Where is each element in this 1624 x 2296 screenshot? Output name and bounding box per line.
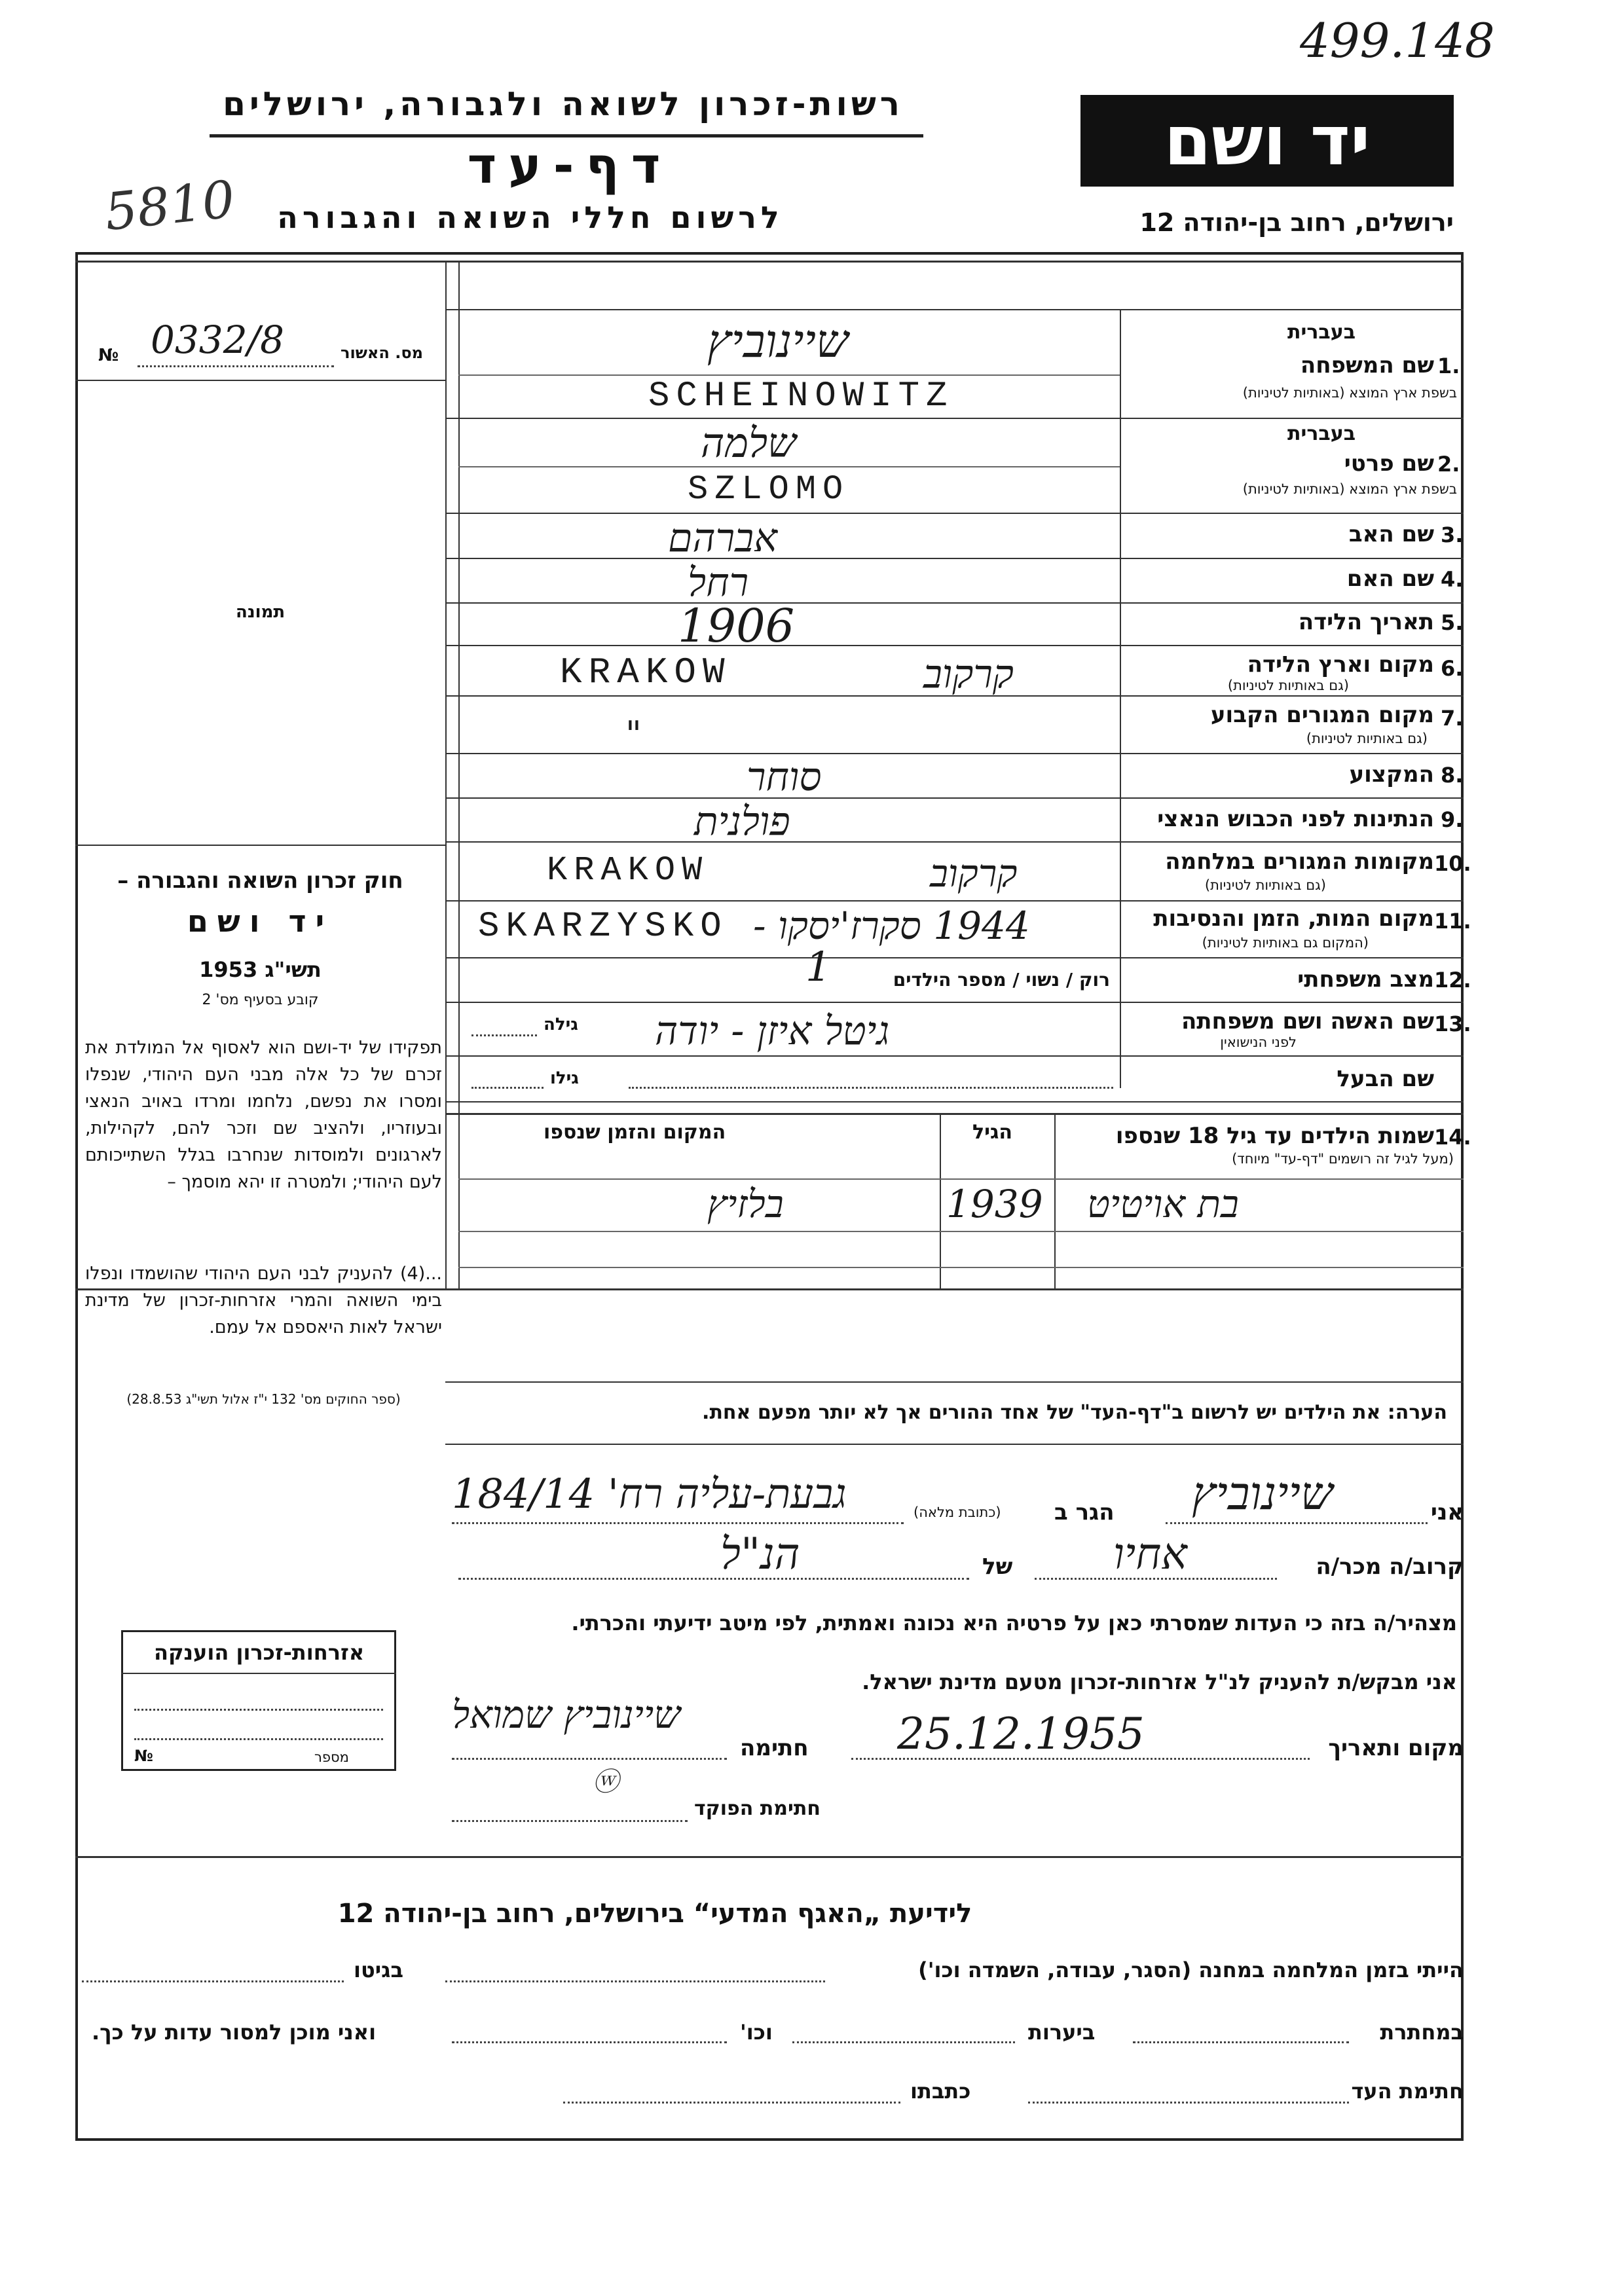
- field-13-label: שם האשה ושם משפחתה: [1181, 1008, 1434, 1034]
- children-number: 14.: [1434, 1125, 1471, 1150]
- law-paragraph-2: ...(4) להעניק לבני העם היהודי שהושמדו ונפלו בימי השואה והמרי אזרחות-זכרון של מדינת ישראל לאות היאספם אל עמם.: [85, 1264, 442, 1338]
- row-line-2: [445, 513, 1464, 514]
- remark-bottom-line: [445, 1444, 1464, 1445]
- header-address: ירושלים, רחוב בן-יהודה 12: [1139, 208, 1454, 237]
- field-1-label: שם המשפחה: [1300, 352, 1434, 378]
- field-2-latin: SZLOMO: [688, 470, 850, 509]
- field-7-note: (גם באותיות לטיניות): [1306, 731, 1428, 746]
- field-1-side: בעברית: [1287, 321, 1356, 344]
- field-10-latin: KRAKOW: [547, 851, 709, 890]
- footer-forests-label: ביערות: [1028, 2020, 1096, 2045]
- row-line-5: [445, 645, 1464, 646]
- footer-underground-dots: [1133, 2041, 1349, 2043]
- field-6-note: (גם באותיות לטיניות): [1227, 678, 1349, 693]
- decl-of-label: של: [982, 1554, 1013, 1580]
- decl-place-date-value: 25.12.1955: [897, 1709, 1145, 1759]
- decl-signature-value: שיינוביץ שמואל: [452, 1692, 681, 1737]
- decl-officer-dots: [452, 1820, 688, 1822]
- left-col-line-2: [458, 261, 460, 1288]
- decl-i-dots: [1166, 1522, 1428, 1524]
- row-line-0: [445, 309, 1464, 310]
- field-6-latin: KRAKOW: [560, 651, 731, 693]
- row-line-13: [445, 1055, 1464, 1057]
- citizenship-dots-2: [134, 1738, 383, 1740]
- margin-number: 5810: [101, 170, 238, 243]
- approval-number-dots: [138, 365, 334, 367]
- law-source: (ספר החוקים מס' 132 י"ז אלול תשי"ג 28.8.53): [126, 1391, 401, 1407]
- children-col-1: [940, 1113, 941, 1290]
- child-place: בלזיץ: [707, 1182, 784, 1226]
- field-4-label: שם האם: [1346, 566, 1434, 592]
- field-7-number: 7.: [1441, 706, 1464, 731]
- decl-signature-label: חתימה: [740, 1735, 809, 1761]
- row-line-8: [445, 797, 1464, 799]
- field-12-number: 12.: [1434, 968, 1471, 993]
- child-name: בת אויטיט: [1087, 1182, 1239, 1226]
- decl-resides-label: הגר ב: [1054, 1499, 1115, 1525]
- logo-text: יד ושם: [1164, 101, 1371, 181]
- field-11-latin: SKARZYSKO: [478, 907, 728, 947]
- approval-number-value: 0332/8: [151, 318, 285, 362]
- field-9-value: פולנית: [694, 799, 790, 845]
- husband-name-dots: [629, 1087, 1113, 1089]
- field-2-label: שם פרטי: [1344, 450, 1434, 477]
- footer-etc-dots: [452, 2041, 727, 2043]
- remark-text: הערה: את הילדים יש לרשום ב"דף-העד" של אחד ההורים אך לא יותר מפעם אחת.: [702, 1401, 1447, 1424]
- citizenship-number-label: מספר: [314, 1749, 349, 1765]
- law-title: חוק זכרון השואה והגבורה –: [117, 867, 403, 894]
- children-header-line: [458, 1178, 1464, 1180]
- row-line-1: [445, 418, 1464, 419]
- decl-i-label: אני: [1430, 1499, 1464, 1525]
- row-line-7: [445, 753, 1464, 754]
- remark-top-line: [445, 1381, 1464, 1383]
- row1-sub-line: [458, 374, 1120, 376]
- law-clause: קובע בסעיף מס' 2: [202, 992, 319, 1008]
- children-label: שמות הילדים עד גיל 18 שנספו: [1115, 1123, 1434, 1149]
- decl-address-note: (כתובת מלאה): [913, 1504, 1001, 1520]
- row-line-9: [445, 841, 1464, 843]
- field-10-note: (גם באותיות לטיניות): [1204, 877, 1326, 893]
- husband-label: שם הבעל: [1337, 1066, 1434, 1092]
- field-10-value: קרקוב: [930, 851, 1018, 896]
- field-6-value: קרקוב: [923, 651, 1014, 697]
- decl-relative-value: אחיו: [1113, 1529, 1187, 1579]
- yad-vashem-logo: [1080, 95, 1454, 187]
- footer-title: לידיעת „האגף המדעי“ בירושלים, רחוב בן-יהודה 12: [337, 1899, 972, 1929]
- field-9-number: 9.: [1441, 807, 1464, 832]
- field-8-number: 8.: [1441, 763, 1464, 788]
- law-name: יד ושם: [187, 903, 334, 939]
- field-1-number: 1.: [1437, 354, 1460, 378]
- footer-etc-label: וכו': [740, 2020, 773, 2045]
- field-11-number: 11.: [1434, 909, 1471, 934]
- field-13-age-dots: [471, 1034, 537, 1036]
- photo-label: תמונה: [236, 602, 286, 622]
- form-subtitle: לרשום חללי השואה והגבורה: [277, 200, 784, 235]
- citizenship-no-sign: №: [134, 1747, 153, 1765]
- row-line-11: [445, 957, 1464, 958]
- field-10-label: מקומות המגורים במלחמה: [1165, 848, 1434, 875]
- left-col-line: [445, 261, 447, 1288]
- form-title: דף-עד: [467, 136, 673, 194]
- field-2-number: 2.: [1437, 452, 1460, 477]
- field-13-note: לפני הנישואין: [1220, 1034, 1297, 1050]
- field-3-number: 3.: [1441, 522, 1464, 547]
- decl-signature-mark: ⓦ: [593, 1767, 619, 1797]
- field-2-side: בעברית: [1287, 422, 1356, 445]
- field-5-label: תאריך הלידה: [1298, 609, 1434, 635]
- field-13-number: 13.: [1434, 1011, 1471, 1036]
- field-8-value: סוחר: [747, 754, 822, 800]
- children-note: (מעל לגיל זה רושמים "דף-עד" מיוחד): [1232, 1151, 1454, 1167]
- citizenship-dots-1: [134, 1709, 383, 1711]
- row-line-14: [445, 1101, 1464, 1102]
- approval-row-line: [75, 380, 445, 381]
- field-11-value: 1944 סקרז'יסקו -: [753, 903, 1030, 948]
- husband-age-dots: [471, 1087, 544, 1089]
- field-6-label: מקום וארץ הלידה: [1247, 651, 1434, 678]
- decl-place-date-label: מקום ותאריך: [1328, 1735, 1464, 1761]
- decl-address-value: גבעת-עליה רח' 184/14: [452, 1470, 847, 1518]
- decl-declare-text: מצהיר/ה בזה כי העדות שמסרתי כאן על פרטיה היא נכונה ואמתית, לפי מיטב ידיעתי והכרתי.: [571, 1611, 1457, 1635]
- footer-underground-label: במחתרת: [1380, 2020, 1464, 2045]
- field-7-label: מקום המגורים הקבוע: [1210, 702, 1434, 728]
- row-line-10: [445, 900, 1464, 902]
- approval-no-sign: №: [98, 346, 119, 365]
- law-paragraph-1: תפקידו של יד-ושם הוא לאסוף אל המולדת את זכרם של כל אלה מבני העם היהודי, שנפלו ומסרו את נפשם, נלחמו ומרדו באויב הנאצי ובעוזריו, ולהציב שם וזכר להם, לקהילות, לארגונים ולמוסדות שנחרבו בגלל השתייכותם לעם היהודי; ולמטרה זו יהא מוסמך –: [85, 1038, 442, 1192]
- field-4-value: רחל: [688, 560, 749, 606]
- children-row-line-1: [458, 1231, 1464, 1232]
- field-4-number: 4.: [1441, 567, 1464, 592]
- footer-camp-dots: [445, 1980, 825, 1982]
- field-1-latin: SCHEINOWITZ: [648, 376, 954, 416]
- children-place-header: המקום והזמן שנספו: [544, 1121, 726, 1144]
- decl-signature-dots: [452, 1758, 727, 1760]
- field-6-number: 6.: [1441, 656, 1464, 681]
- citizenship-title-line: [121, 1673, 396, 1674]
- field-1-hebrew: שיינוביץ: [707, 314, 849, 368]
- children-col-2: [1054, 1113, 1056, 1290]
- photo-box-bottom: [75, 845, 445, 846]
- decl-i-value: שיינוביץ: [1192, 1467, 1333, 1520]
- field-12-label: מצב משפחתי: [1297, 966, 1434, 993]
- children-row-line-2: [458, 1267, 1464, 1268]
- authority-name: רשות-זכרון לשואה ולגבורה, ירושלים: [223, 85, 904, 123]
- field-8-label: המקצוע: [1349, 761, 1434, 788]
- child-age: 1939: [946, 1182, 1043, 1226]
- field-13-value: גיטל איזן - יודה: [655, 1008, 890, 1054]
- citizenship-title: אזרחות-זכרון הוענקה: [154, 1640, 365, 1665]
- footer-forests-dots: [792, 2041, 1015, 2043]
- footer-address-dots: [563, 2102, 900, 2104]
- field-11-label: מקום המות, הזמן והנסיבות: [1153, 905, 1434, 932]
- footer-camp-label: הייתי בזמן המלחמה במחנה (הסגר, עבודה, השמדה וכו'): [918, 1958, 1464, 1982]
- children-age-header: הגיל: [972, 1121, 1012, 1144]
- field-2-note: בשפת ארץ המוצא (באותיות לטיניות): [1242, 481, 1457, 497]
- decl-relative-label: קרוב/ה מכר/ה: [1316, 1554, 1464, 1580]
- field-2-hebrew: שלמה: [701, 419, 796, 467]
- field-5-value: 1906: [678, 599, 795, 653]
- row-line-3: [445, 558, 1464, 559]
- decl-request-text: אני מבקש/ת להעניק לנ"ל אזרחות-זכרון מטעם מדינת ישראל.: [862, 1669, 1457, 1694]
- field-3-label: שם האב: [1348, 521, 1434, 547]
- field-12-options: רוק / נשוי / מספר הילדים: [893, 969, 1110, 991]
- field-5-number: 5.: [1441, 610, 1464, 635]
- field-10-number: 10.: [1434, 851, 1471, 876]
- field-13-age-label: גילה: [544, 1015, 578, 1034]
- row-line-4: [445, 602, 1464, 604]
- field-1-note: בשפת ארץ המוצא (באותיות לטיניות): [1242, 385, 1457, 401]
- footer-witness-sign-label: חתימת העד: [1351, 2079, 1464, 2104]
- field-12-value: 1: [805, 943, 832, 991]
- footer-willing-text: ואני מוכן למסור עדות על כך.: [92, 2020, 377, 2045]
- decl-of-value: הנ"ל: [720, 1529, 800, 1579]
- children-bottom-line: [75, 1288, 1464, 1290]
- decl-of-dots: [458, 1578, 969, 1580]
- footer-ghetto-dots: [82, 1980, 344, 1982]
- field-7-value: ": [625, 714, 642, 755]
- row-line-12: [445, 1002, 1464, 1003]
- approval-number-label: מס. האשור: [341, 344, 423, 362]
- law-year: תשי"ג 1953: [199, 957, 322, 982]
- label-col-line: [1120, 309, 1121, 1088]
- footer-witness-sign-dots: [1028, 2102, 1349, 2104]
- field-3-value: אברהם: [668, 515, 777, 561]
- footer-top-line: [75, 1856, 1464, 1858]
- decl-address-dots: [452, 1522, 904, 1524]
- footer-ghetto-label: בגיטו: [354, 1958, 403, 1982]
- decl-officer-label: חתימת הפוקד: [694, 1797, 821, 1820]
- field-9-label: הנתינות לפני הכבוש הנאצי: [1157, 806, 1434, 832]
- husband-age-label: גילו: [550, 1068, 579, 1088]
- children-top-line: [445, 1113, 1464, 1115]
- field-11-note: (המקום גם באותיות לטיניות): [1202, 935, 1369, 951]
- archive-stamp: 499.148: [1300, 13, 1495, 68]
- frame-top-inner: [75, 261, 1464, 263]
- footer-address-label: כתבתו: [910, 2079, 971, 2104]
